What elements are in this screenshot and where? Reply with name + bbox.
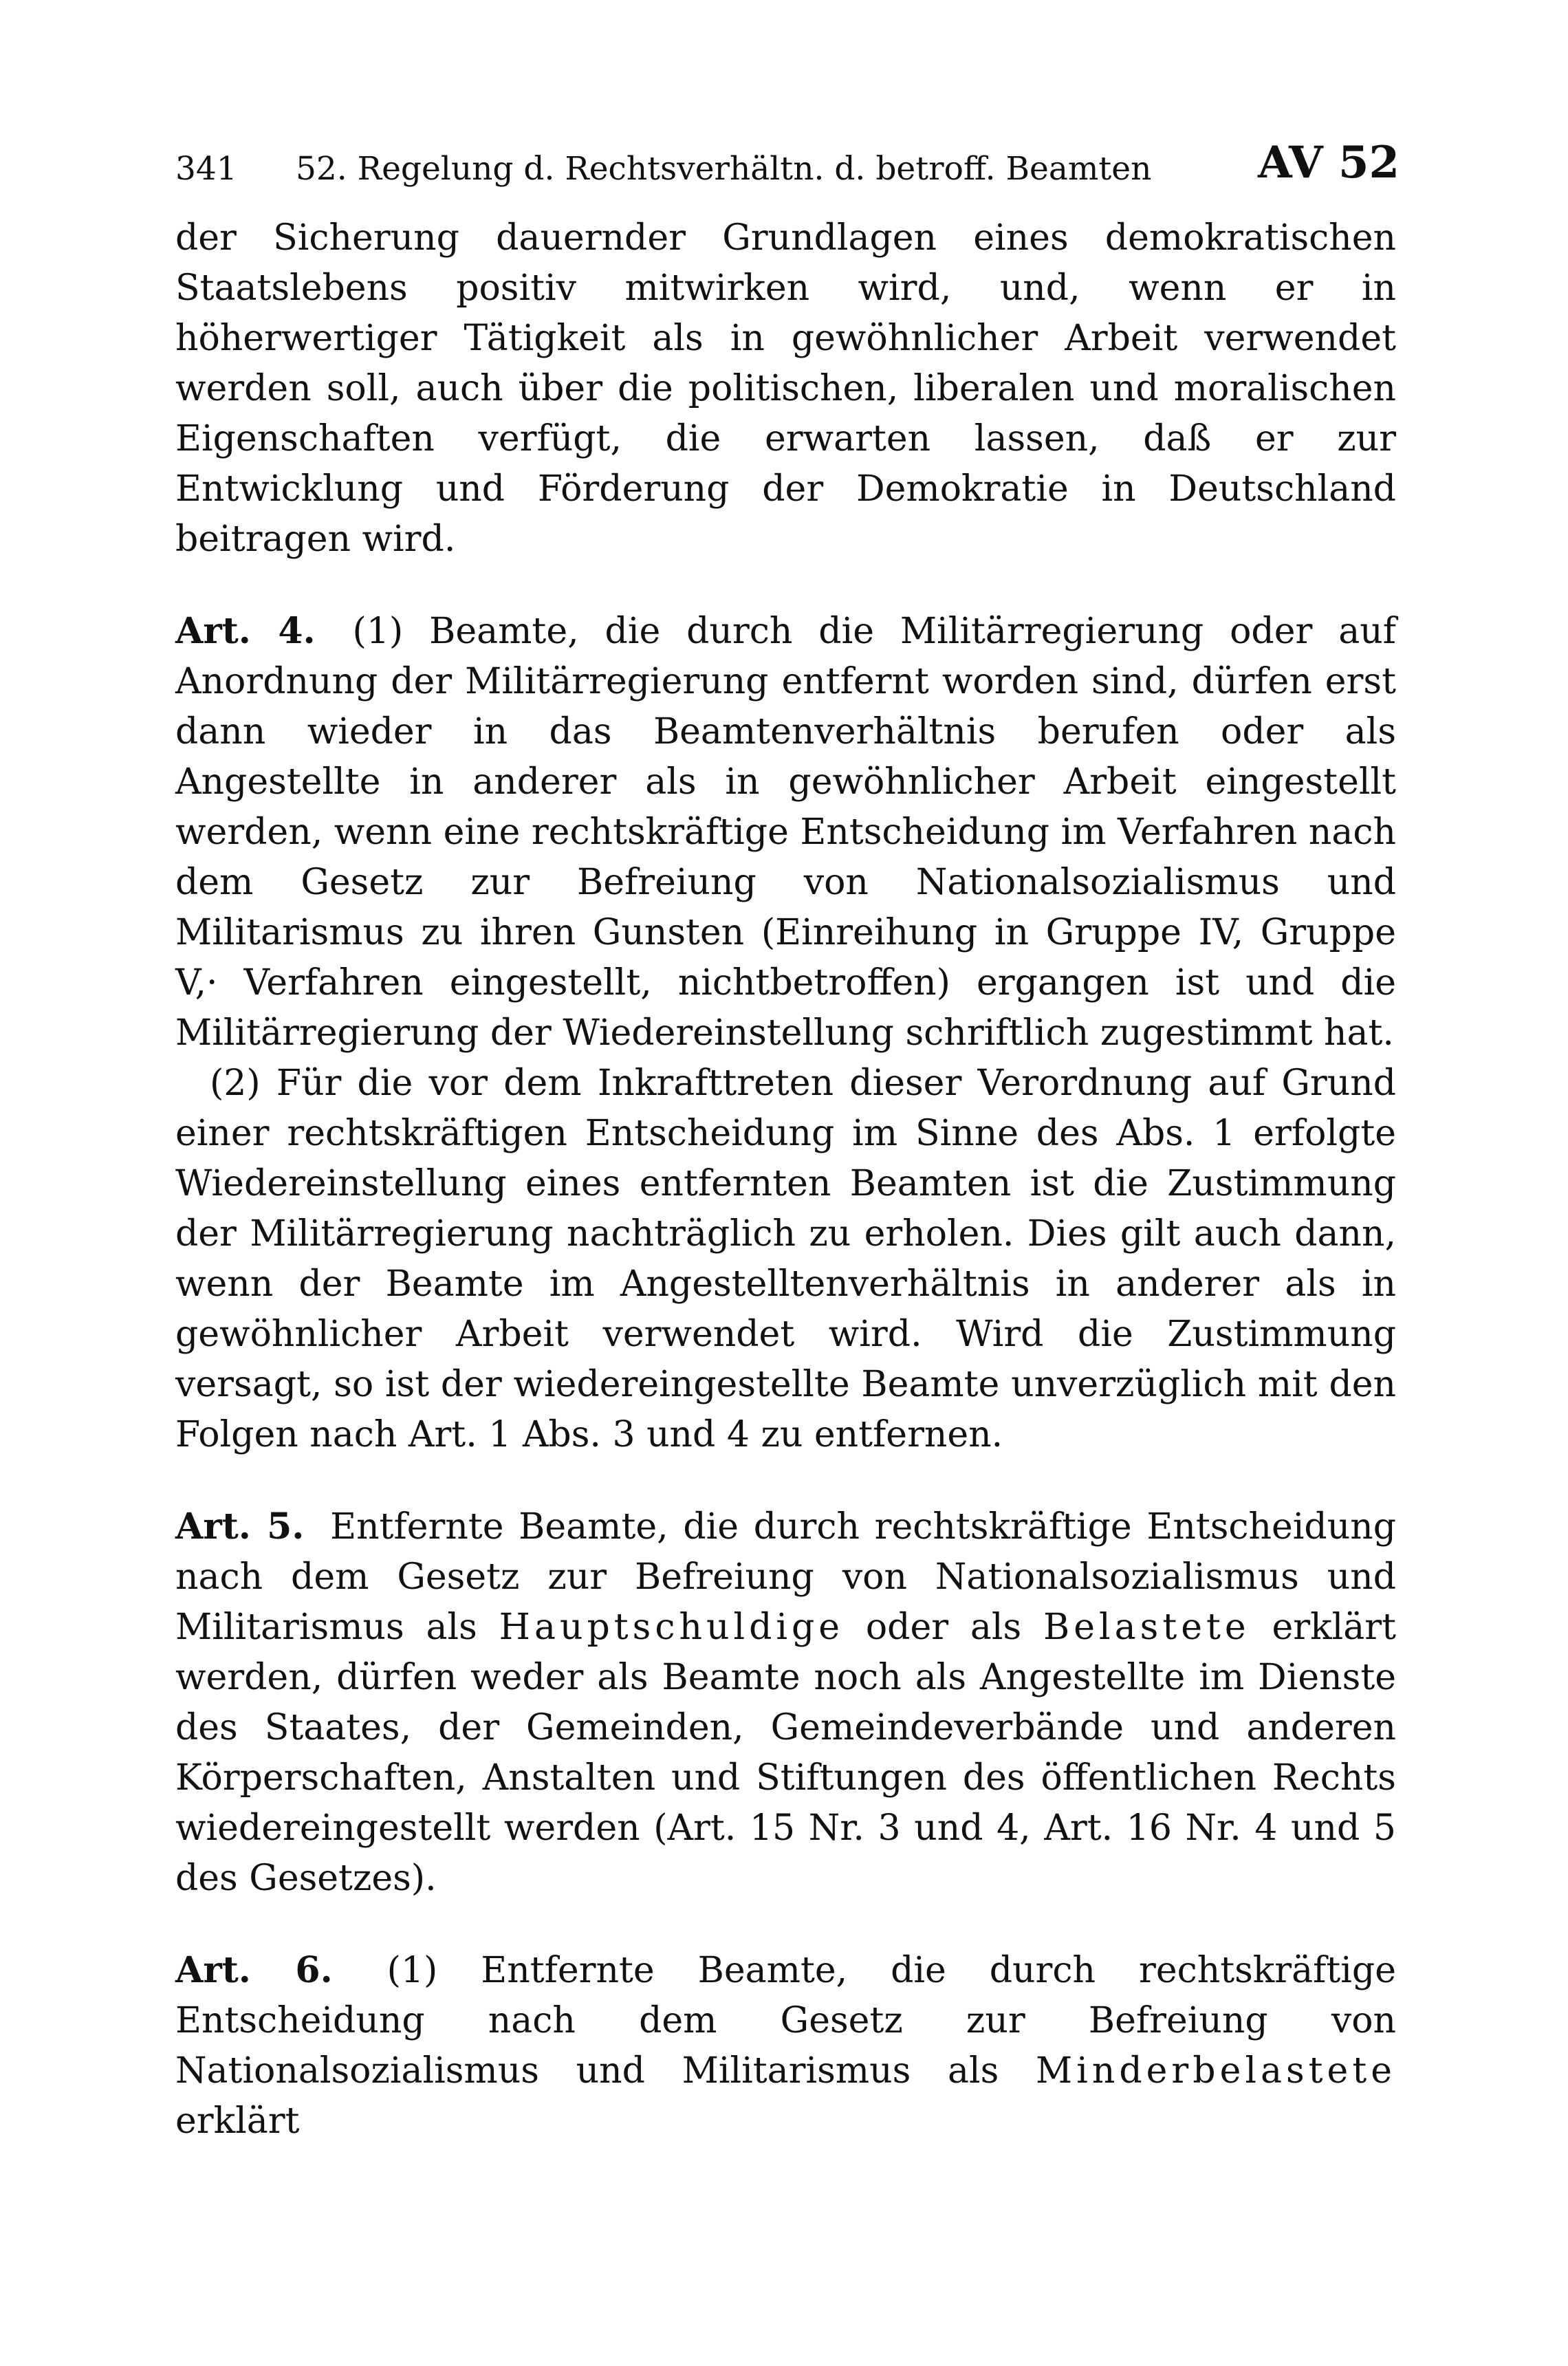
page-number: 341 <box>175 150 237 188</box>
article-5-label: Art. 5. <box>175 1506 305 1548</box>
running-head: 52. Regelung d. Rechtsverhältn. d. betroff. Beamten <box>296 150 1152 188</box>
article-5-paragraph <box>175 1501 1396 1904</box>
article-6-text-b: erklärt <box>175 2101 300 2142</box>
article-4-paragraph-2 <box>175 1059 1396 1460</box>
continuation-text: der Sicherung dauernder Grundlagen eines demokratischen Staatslebens positiv mitwirken wird, und, wenn er in höherwertiger Tätigkeit als in gewöhnlicher Arbeit verwendet werden soll, auch über die politischen, liberalen und moralischen Eigenschaften verfügt, die erwarten lassen, daß er zur Entwicklung und Förderung der Demokratie in Deutschland beitragen wird. <box>175 217 1396 560</box>
article-4-sub1-text: Beamte, die durch die Militärregierung oder auf Anordnung der Militärregierung entfernt worden sind, dürfen erst dann wieder in das Beamtenverhältnis berufen oder als Angestellte in anderer als in gewöhnlicher Arbeit eingestellt werden, wenn eine rechtskräftige Entscheidung im Verfahren nach dem Gesetz zur Befreiung von Nationalsozialismus und Militarismus zu ihren Gunsten (Einreihung in Gruppe IV, Gruppe V,· Verfahren eingestellt, nichtbetroffen) ergangen ist und die Militärregierung der Wiedereinstellung schriftlich zugestimmt hat. <box>175 611 1396 1054</box>
article-6-sub1-marker: (1) <box>386 1950 438 1991</box>
article-4-sub2-marker: (2) <box>210 1063 261 1104</box>
section-code: AV 52 <box>1258 137 1400 188</box>
article-6-label: Art. 6. <box>175 1949 333 1991</box>
article-6-paragraph-1 <box>175 1945 1396 2147</box>
article-4-sub1-marker: (1) <box>352 611 404 652</box>
article-5-text-c: erklärt werden, dürfen weder als Beamte noch als Angestellte im Dienste des Staates, der Gemeinden, Gemeindeverbände und anderen Körperschaften, Anstalten und Stiftungen des öffentlichen Rechts wiedereingestellt werden (Art. 15 Nr. 3 und 4, Art. 16 Nr. 4 und 5 des Gesetzes). <box>175 1607 1397 1899</box>
article-6-term-minderbelastete: Minderbelastete <box>1036 2050 1397 2092</box>
article-5-text-b: oder als <box>865 1607 1022 1648</box>
article-6-text-a: Entfernte Beamte, die durch rechtskräftige Entscheidung nach dem Gesetz zur Befreiung von Nationalsozialismus und Militarismus als <box>175 1950 1396 2092</box>
article-5-term-hauptschuldige: Hauptschuldige <box>499 1607 845 1648</box>
article-4-sub2-text: Für die vor dem Inkrafttreten dieser Verordnung auf Grund einer rechtskräftigen Entscheidung im Sinne des Abs. 1 erfolgte Wiedereinstellung eines entfernten Beamten ist die Zustimmung der Militärregierung nachträglich zu erholen. Dies gilt auch dann, wenn der Beamte im Angestelltenverhältnis in anderer als in gewöhnlicher Arbeit verwendet wird. Wird die Zustimmung versagt, so ist der wiedereingestellte Beamte unverzüglich mit den Folgen nach Art. 1 Abs. 3 und 4 zu entfernen. <box>175 1063 1396 1455</box>
article-4-label: Art. 4. <box>175 610 316 652</box>
article-5-term-belastete: Belastete <box>1043 1607 1250 1648</box>
continuation-paragraph <box>175 213 1396 565</box>
document-body <box>175 213 1396 2147</box>
article-4-paragraph-1 <box>175 606 1396 1059</box>
article-5-text-a: Entfernte Beamte, die durch rechtskräftige Entscheidung nach dem Gesetz zur Befreiung von Nationalsozialismus und Militarismus als <box>175 1506 1396 1648</box>
page-header <box>175 135 1400 197</box>
